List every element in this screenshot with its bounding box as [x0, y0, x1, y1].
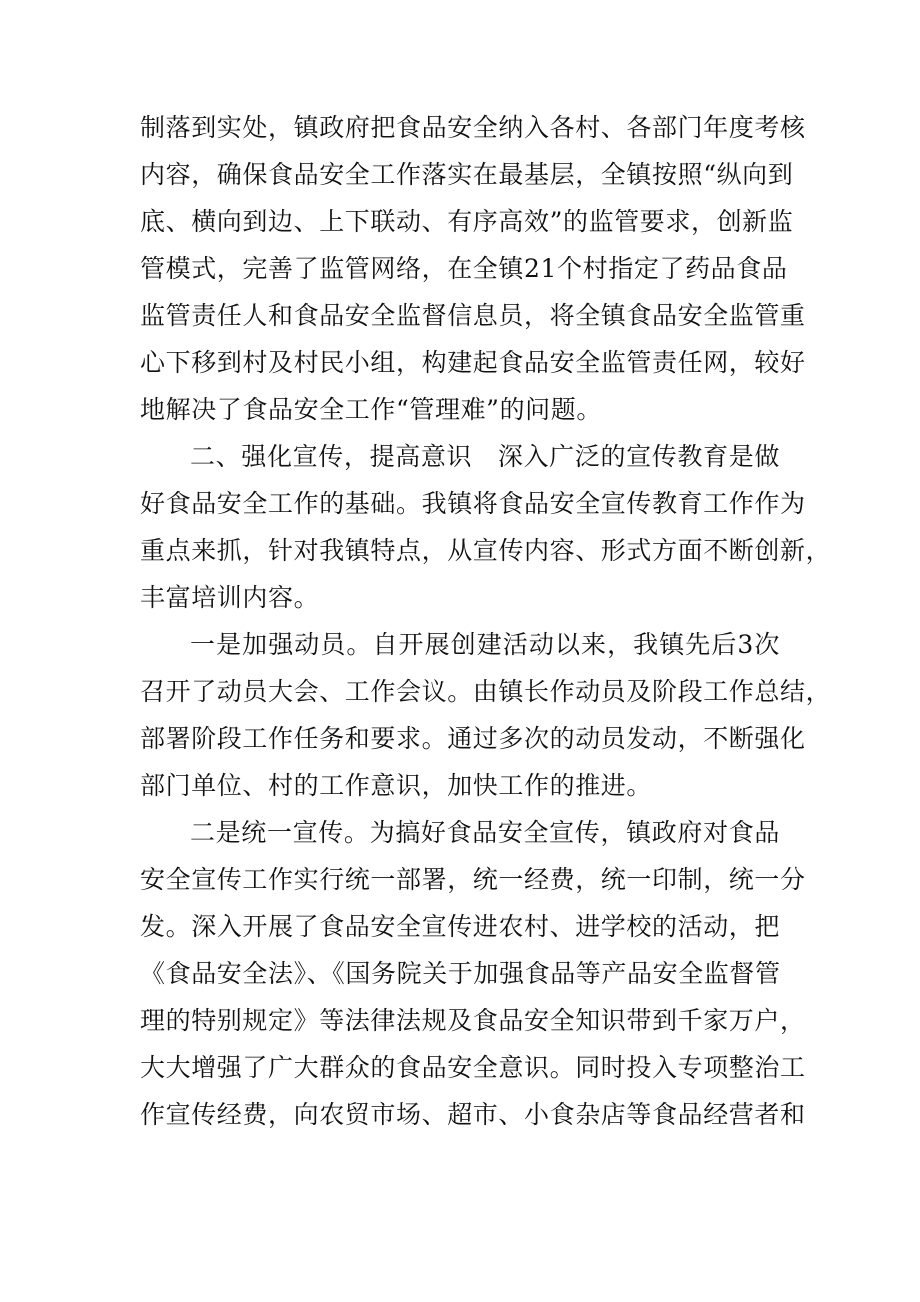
text-line: 二是统一宣传。为搞好食品安全宣传，镇政府对食品 — [190, 818, 780, 847]
paragraph-section-two-heading — [140, 433, 832, 621]
text-line: 大大增强了广大群众的食品安全意识。同时投入专项整治工 — [140, 1053, 806, 1082]
text-line: 《食品安全法》、《国务院关于加强食品等产品安全监督管 — [140, 959, 781, 988]
text-line: 地解决了食品安全工作“管理难”的问题。 — [140, 395, 602, 424]
text-line: 丰富培训内容。 — [140, 583, 320, 612]
document-body — [140, 104, 832, 1138]
paragraph-unified-publicity — [140, 809, 806, 1138]
text-line: 管模式，完善了监管网络，在全镇21个村指定了药品食品 — [140, 254, 788, 283]
text-line: 安全宣传工作实行统一部署，统一经费，统一印制，统一分 — [140, 865, 806, 894]
text-line: 好食品安全工作的基础。我镇将食品安全宣传教育工作作为 — [140, 489, 806, 518]
paragraph-responsibility — [140, 104, 806, 433]
text-line: 部署阶段工作任务和要求。通过多次的动员发动，不断强化 — [140, 724, 806, 753]
text-line: 部门单位、村的工作意识，加快工作的推进。 — [140, 771, 653, 800]
text-line: 一是加强动员。自开展创建活动以来，我镇先后3次 — [190, 630, 780, 659]
text-line: 监管责任人和食品安全监督信息员，将全镇食品安全监管重 — [140, 301, 806, 330]
text-line: 重点来抓，针对我镇特点，从宣传内容、形式方面不断创新， — [140, 536, 832, 565]
text-line: 心下移到村及村民小组，构建起食品安全监管责任网，较好 — [140, 348, 806, 377]
section-heading-line: 二、强化宣传，提高意识 深入广泛的宣传教育是做 — [190, 442, 780, 471]
text-line: 召开了动员大会、工作会议。由镇长作动员及阶段工作总结， — [140, 677, 832, 706]
text-line: 发。深入开展了食品安全宣传进农村、进学校的活动，把 — [140, 912, 781, 941]
text-line: 内容，确保食品安全工作落实在最基层，全镇按照“纵向到 — [140, 160, 794, 189]
text-line: 理的特别规定》等法律法规及食品安全知识带到千家万户， — [140, 1006, 806, 1035]
text-line: 底、横向到边、上下联动、有序高效”的监管要求，创新监 — [140, 207, 794, 236]
paragraph-mobilization — [140, 621, 832, 809]
text-line: 制落到实处，镇政府把食品安全纳入各村、各部门年度考核 — [140, 113, 806, 142]
text-line: 作宣传经费，向农贸市场、超市、小食杂店等食品经营者和 — [140, 1100, 806, 1129]
